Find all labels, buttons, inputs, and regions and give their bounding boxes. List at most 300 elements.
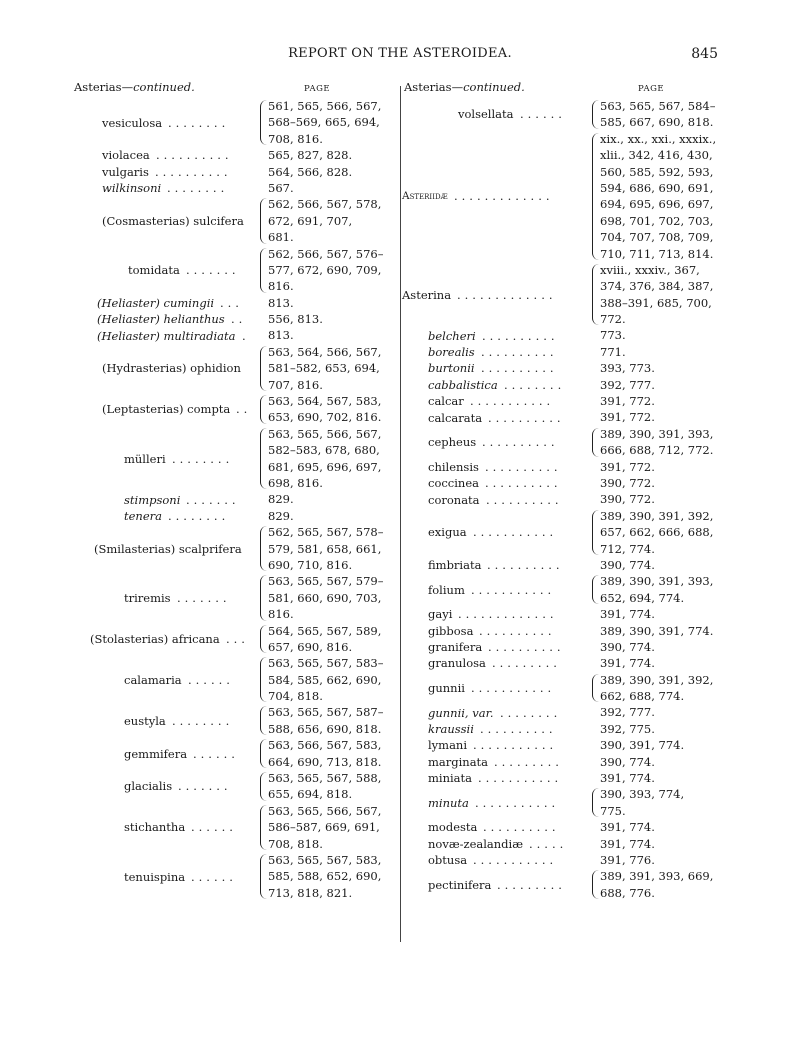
grouping-brace [260, 346, 268, 391]
column-head [72, 78, 396, 98]
page-references [600, 475, 728, 491]
page-reference-line: 704, 818. [268, 689, 323, 704]
page-reference-line: 374, 376, 384, 387, [600, 279, 714, 294]
page-reference-line: 829. [268, 508, 294, 523]
page-reference-line: 688, 776. [600, 885, 655, 900]
entry-name: glacialis [124, 779, 173, 794]
page-reference-line: 567. [268, 180, 294, 195]
leader-dots: ...... [520, 107, 566, 122]
index-entry-leptasterias-compta [72, 393, 396, 426]
index-entry-glacialis [72, 770, 396, 803]
page-reference-line: 579, 581, 658, 661, [268, 541, 382, 556]
page-references [268, 98, 396, 147]
page-references [600, 459, 728, 475]
grouping-brace [260, 428, 268, 490]
leader-dots: ... [226, 631, 249, 646]
index-entry-heliaster-multiradiata [72, 327, 396, 343]
leader-dots: ........... [470, 394, 555, 409]
column-divider [400, 86, 401, 942]
page-references [600, 786, 728, 819]
page-reference-line: 389, 390, 391, 392, [600, 672, 714, 687]
leader-dots: .......... [485, 459, 562, 474]
index-entry-violacea [72, 147, 396, 163]
grouping-brace [260, 657, 268, 702]
leader-dots: .......... [482, 435, 559, 450]
page-reference-line: 662, 688, 774. [600, 689, 685, 704]
leader-dots: ....... [186, 263, 240, 278]
page-reference-line: 813. [268, 328, 294, 343]
index-entry-cabbalistica [402, 377, 728, 393]
page-reference-line: 389, 390, 391, 393, [600, 426, 714, 441]
page-reference-line: 391, 774. [600, 820, 655, 835]
page-reference-line: 391, 774. [600, 771, 655, 786]
page-reference-line: 392, 775. [600, 721, 655, 736]
page-reference-line: 657, 690, 816. [268, 639, 353, 654]
leader-dots: ........... [473, 738, 558, 753]
entry-name: gemmifera [124, 746, 188, 761]
page-references [600, 639, 728, 655]
page-references [600, 508, 728, 557]
page-references [600, 426, 728, 459]
entry-name: obtusa [428, 853, 468, 868]
page-references [268, 311, 396, 327]
page-references [600, 819, 728, 835]
page-references [268, 655, 396, 704]
entry-name: eustyla [124, 713, 166, 728]
grouping-brace [260, 395, 268, 424]
page-reference-line: 655, 694, 818. [268, 787, 353, 802]
column-head [402, 78, 728, 98]
page-references [600, 852, 728, 868]
index-entry-heliaster-cumingii [72, 295, 396, 311]
leader-dots: ......... [497, 877, 566, 892]
index-entry-coccinea [402, 475, 728, 491]
page-references [268, 393, 396, 426]
page-reference-line: 562, 566, 567, 576– [268, 246, 384, 261]
page-reference-line: 391, 774. [600, 607, 655, 622]
page-reference-line: 563, 565, 567, 583– [268, 656, 384, 671]
leader-dots: ........... [475, 795, 560, 810]
page-reference-line: 564, 566, 828. [268, 164, 353, 179]
page-reference-line: 391, 772. [600, 459, 655, 474]
entry-name: violacea [102, 148, 150, 163]
entry-name: stimpsoni [124, 492, 181, 507]
leader-dots: ...... [191, 869, 237, 884]
page-references [600, 655, 728, 671]
index-entry-asteriid [402, 131, 728, 262]
page-reference-line: 712, 774. [600, 541, 655, 556]
page-references [600, 98, 728, 131]
index-entry-marginata [402, 754, 728, 770]
index-column-right [402, 78, 728, 901]
grouping-brace [260, 100, 268, 145]
entry-name: calcar [428, 394, 464, 409]
page-references [600, 721, 728, 737]
page-reference-line: 563, 564, 567, 583, [268, 394, 382, 409]
page-references [268, 623, 396, 656]
page-reference-line: 563, 565, 567, 588, [268, 771, 382, 786]
leader-dots: .......... [483, 820, 560, 835]
page-references [600, 770, 728, 786]
grouping-brace [260, 772, 268, 801]
page-reference-line: 588, 656, 690, 818. [268, 721, 382, 736]
page-reference-line: 565, 827, 828. [268, 148, 353, 163]
page-reference-line: 391, 774. [600, 836, 655, 851]
grouping-brace [260, 625, 268, 654]
page-reference-line: 666, 688, 712, 772. [600, 443, 714, 458]
index-entry-chilensis [402, 459, 728, 475]
index-entry-lymani [402, 737, 728, 753]
index-entry-list [72, 98, 396, 901]
leader-dots: ........ [167, 181, 229, 196]
grouping-brace [592, 870, 600, 899]
page-reference-line: 563, 565, 566, 567, [268, 803, 382, 818]
entry-name: Asterina [402, 287, 452, 302]
index-entry-asterina [402, 262, 728, 328]
index-entry-tomidata [72, 246, 396, 295]
grouping-brace [592, 100, 600, 129]
leader-dots: ... [220, 295, 243, 310]
page-reference-line: 708, 816. [268, 131, 323, 146]
index-entry-gibbosa [402, 623, 728, 639]
index-entry-belcheri [402, 327, 728, 343]
page-references [268, 770, 396, 803]
grouping-brace [260, 198, 268, 243]
index-entry-wilkinsoni [72, 180, 396, 196]
leader-dots: .......... [155, 164, 232, 179]
page-reference-line: 652, 694, 774. [600, 590, 685, 605]
index-entry-folium [402, 573, 728, 606]
leader-dots: ...... [188, 672, 234, 687]
page-references [268, 508, 396, 524]
page-references [268, 295, 396, 311]
page-references [600, 262, 728, 328]
index-entry-vesiculosa [72, 98, 396, 147]
page-reference-line: 563, 565, 567, 584– [600, 99, 716, 113]
page-reference-line: 816. [268, 279, 294, 294]
leader-dots: ........ [168, 508, 230, 523]
page-reference-line: 657, 662, 666, 688, [600, 525, 714, 540]
page-reference-line: 584, 585, 662, 690, [268, 672, 382, 687]
page-reference-line: 568–569, 665, 694, [268, 115, 380, 130]
entry-name: pectinifera [428, 877, 492, 892]
entry-name: calamaria [124, 672, 182, 687]
page-reference-line: 704, 707, 708, 709, [600, 230, 714, 245]
page-references [268, 180, 396, 196]
grouping-brace [260, 526, 268, 571]
leader-dots: .......... [481, 345, 558, 360]
page-references [600, 573, 728, 606]
entry-name: calcarata [428, 410, 483, 425]
page-reference-line: 391, 774. [600, 656, 655, 671]
page-references [268, 524, 396, 573]
page-references [600, 868, 728, 901]
leader-dots: ........... [471, 681, 556, 696]
index-entry-obtusa [402, 852, 728, 868]
page-reference-line: 389, 390, 391, 774. [600, 623, 714, 638]
entry-name: vulgaris [102, 164, 149, 179]
page-reference-line: 698, 816. [268, 475, 323, 490]
leader-dots: .......... [156, 148, 233, 163]
page-reference-line: 772. [600, 312, 626, 327]
index-entry-heliaster-helianthus [72, 311, 396, 327]
index-entry-cepheus [402, 426, 728, 459]
entry-name: miniata [428, 771, 473, 786]
index-entry-volsellata [402, 98, 728, 131]
grouping-brace [592, 428, 600, 457]
leader-dots: ........ [172, 713, 234, 728]
index-entry-stimpsoni [72, 491, 396, 507]
page-reference-line: 563, 565, 567, 579– [268, 574, 384, 589]
index-entry-granifera [402, 639, 728, 655]
entry-name: triremis [124, 590, 171, 605]
leader-dots: ........ [504, 377, 566, 392]
entry-name: coronata [428, 492, 480, 507]
page-references [268, 426, 396, 492]
grouping-brace [592, 575, 600, 604]
index-column-left [72, 78, 396, 901]
page-reference-line: 563, 566, 567, 583, [268, 738, 382, 753]
page-references [268, 344, 396, 393]
leader-dots: ......... [492, 656, 561, 671]
page-reference-line: 564, 565, 567, 589, [268, 623, 382, 638]
index-entry-miniata [402, 770, 728, 786]
entry-name: chilensis [428, 459, 479, 474]
entry-name: fimbriata [428, 558, 482, 573]
page-reference-line: 585, 667, 690, 818. [600, 115, 714, 130]
page-reference-line: 813. [268, 295, 294, 310]
page-reference-line: 771. [600, 344, 626, 359]
page-reference-line: 563, 565, 567, 587– [268, 705, 384, 720]
entry-name: coccinea [428, 476, 479, 491]
page-reference-line: 393, 773. [600, 361, 655, 376]
page-number: 845 [691, 46, 718, 62]
entry-name: (Heliaster) cumingii [97, 295, 215, 310]
page-reference-line: 562, 565, 567, 578– [268, 525, 384, 540]
entry-name: belcheri [428, 328, 476, 343]
grouping-brace [592, 133, 600, 260]
index-entry-nov-zealandi [402, 836, 728, 852]
index-entry-vulgaris [72, 164, 396, 180]
index-entry-gunnii [402, 672, 728, 705]
page-reference-line: 672, 691, 707, [268, 213, 353, 228]
index-entry-cosmasterias-sulcifera [72, 196, 396, 245]
page-reference-line: 391, 772. [600, 410, 655, 425]
leader-dots: ............. [454, 189, 554, 204]
entry-name: tomidata [128, 263, 180, 278]
page-references [268, 737, 396, 770]
leader-dots: ............. [458, 607, 558, 622]
entry-name: tenuispina [124, 869, 186, 884]
page-reference-line: 664, 690, 713, 818. [268, 754, 382, 769]
leader-dots: ........ [500, 705, 562, 720]
entry-name: lymani [428, 738, 468, 753]
leader-dots: ........... [478, 771, 563, 786]
page-reference-line: 690, 710, 816. [268, 557, 353, 572]
index-entry-gayi [402, 606, 728, 622]
entry-name: gunnii [428, 681, 465, 696]
page-reference-line: 698, 701, 702, 703, [600, 213, 714, 228]
page-references [600, 377, 728, 393]
page-reference-line: xlii., 342, 416, 430, [600, 148, 713, 163]
page-reference-line: 585, 588, 652, 690, [268, 869, 382, 884]
entry-name: modesta [428, 820, 478, 835]
page-reference-line: 560, 585, 592, 593, [600, 164, 714, 179]
entry-name: gunnii, var. [428, 705, 494, 720]
page-reference-line: 775. [600, 803, 626, 818]
page-reference-line: 694, 695, 696, 697, [600, 197, 714, 212]
index-entry-modesta [402, 819, 728, 835]
leader-dots: ............. [457, 287, 557, 302]
leader-dots: ........... [473, 525, 558, 540]
entry-name: gibbosa [428, 623, 474, 638]
grouping-brace [260, 248, 268, 293]
index-entry-gunnii-var [402, 704, 728, 720]
page-reference-line: xix., xx., xxi., xxxix., [600, 131, 717, 146]
page-reference-line: 653, 690, 702, 816. [268, 410, 382, 425]
index-entry-m-lleri [72, 426, 396, 492]
leader-dots: ...... [193, 746, 239, 761]
grouping-brace [592, 788, 600, 817]
index-entry-tenuispina [72, 852, 396, 901]
page-reference-line: 561, 565, 566, 567, [268, 99, 382, 113]
leader-dots: .......... [480, 722, 557, 737]
index-entry-pectinifera [402, 868, 728, 901]
page-reference-line: 390, 772. [600, 492, 655, 507]
entry-name: granulosa [428, 656, 486, 671]
page-references [268, 491, 396, 507]
leader-dots: ....... [178, 779, 232, 794]
page-reference-line: 586–587, 669, 691, [268, 820, 380, 835]
leader-dots: .......... [485, 476, 562, 491]
page-reference-line: 713, 818, 821. [268, 885, 353, 900]
page-references [268, 852, 396, 901]
entry-name: gayi [428, 607, 453, 622]
page-reference-line: 389, 390, 391, 393, [600, 574, 714, 589]
page-reference-line: 816. [268, 607, 294, 622]
index-entry-hydrasterias-ophidion [72, 344, 396, 393]
grouping-brace [260, 739, 268, 768]
page-reference-line: 594, 686, 690, 691, [600, 180, 714, 195]
page-references [600, 737, 728, 753]
page-column-label: PAGE [304, 84, 331, 94]
index-entry-stolasterias-africana [72, 623, 396, 656]
page-references [600, 393, 728, 409]
entry-name: granifera [428, 640, 483, 655]
leader-dots: ........ [172, 451, 234, 466]
page-reference-line: 681. [268, 230, 294, 245]
entry-name: (Leptasterias) compta [102, 402, 231, 417]
page-references [600, 131, 728, 262]
page-reference-line: 389, 391, 393, 669, [600, 869, 714, 884]
page-reference-line: 773. [600, 328, 626, 343]
entry-name: (Heliaster) helianthus [97, 312, 225, 327]
entry-name: folium [428, 582, 465, 597]
page-reference-line: 707, 816. [268, 377, 323, 392]
entry-name: (Stolasterias) africana [90, 631, 220, 646]
index-entry-exigua [402, 508, 728, 557]
index-entry-borealis [402, 344, 728, 360]
page-references [268, 246, 396, 295]
page-reference-line: 391, 772. [600, 394, 655, 409]
page-references [600, 327, 728, 343]
index-entry-granulosa [402, 655, 728, 671]
entry-name: burtonii [428, 361, 475, 376]
page-references [268, 573, 396, 622]
continued-heading: Asterias—continued. [404, 80, 525, 94]
page-reference-line: 563, 565, 566, 567, [268, 426, 382, 441]
page-reference-line: 563, 565, 567, 583, [268, 852, 382, 867]
index-entry-smilasterias-scalprifera [72, 524, 396, 573]
entry-name: marginata [428, 754, 489, 769]
page-references [600, 360, 728, 376]
entry-name: novæ-zealandiæ [428, 836, 524, 851]
page-references [268, 803, 396, 852]
page-references [268, 164, 396, 180]
grouping-brace [260, 575, 268, 620]
page-reference-line: 389, 390, 391, 392, [600, 508, 714, 523]
entry-name: exigua [428, 525, 467, 540]
entry-name: minuta [428, 795, 469, 810]
page-column-label: PAGE [638, 84, 665, 94]
entry-name: kraussii [428, 722, 474, 737]
page-reference-line: 392, 777. [600, 705, 655, 720]
entry-name: (Cosmasterias) sulcifera [102, 213, 244, 228]
page-reference-line: 556, 813. [268, 312, 323, 327]
entry-name: (Heliaster) multiradiata [97, 328, 236, 343]
page-references [600, 557, 728, 573]
leader-dots: . [242, 328, 250, 343]
leader-dots: .......... [488, 410, 565, 425]
index-entry-list [402, 98, 728, 901]
entry-name: borealis [428, 345, 475, 360]
entry-name: cabbalistica [428, 377, 498, 392]
page-references [600, 606, 728, 622]
entry-name: tenera [124, 508, 162, 523]
page-references [600, 491, 728, 507]
grouping-brace [592, 510, 600, 555]
grouping-brace [592, 264, 600, 326]
leader-dots: ........... [473, 853, 558, 868]
page-references [600, 704, 728, 720]
leader-dots: ...... [191, 820, 237, 835]
grouping-brace [592, 674, 600, 703]
leader-dots: ........... [471, 582, 556, 597]
index-entry-fimbriata [402, 557, 728, 573]
leader-dots: .......... [482, 328, 559, 343]
leader-dots: ....... [177, 590, 231, 605]
index-entry-calamaria [72, 655, 396, 704]
page-references [268, 704, 396, 737]
leader-dots: .......... [486, 492, 563, 507]
page-reference-line: 581, 660, 690, 703, [268, 590, 382, 605]
page-reference-line: 391, 776. [600, 852, 655, 867]
index-entry-calcarata [402, 409, 728, 425]
index-entry-kraussii [402, 721, 728, 737]
index-entry-triremis [72, 573, 396, 622]
page-reference-line: 582–583, 678, 680, [268, 443, 380, 458]
leader-dots: .. [231, 312, 247, 327]
index-entry-stichantha [72, 803, 396, 852]
index-entry-calcar [402, 393, 728, 409]
page-references [268, 196, 396, 245]
grouping-brace [260, 805, 268, 850]
entry-name: cepheus [428, 435, 477, 450]
page-reference-line: 581–582, 653, 694, [268, 361, 380, 376]
leader-dots: .. [236, 402, 252, 417]
running-header-title: REPORT ON THE ASTEROIDEA. [288, 46, 512, 61]
index-entry-burtonii [402, 360, 728, 376]
